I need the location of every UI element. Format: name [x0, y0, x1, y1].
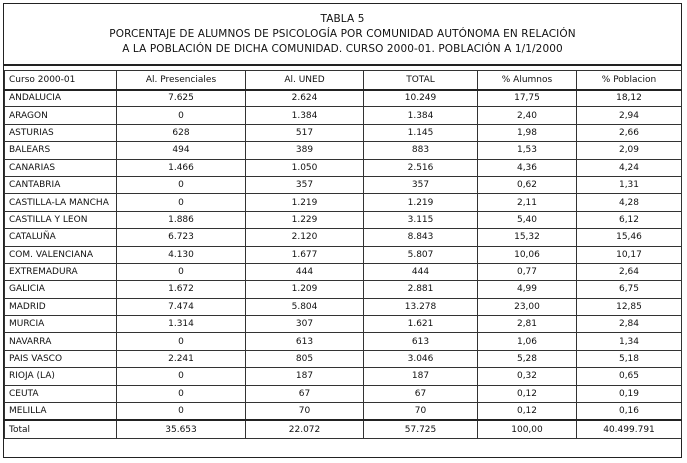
region-name-cell: MADRID — [5, 298, 117, 315]
value-cell: 517 — [246, 124, 364, 141]
column-header: % Poblacion — [577, 71, 682, 90]
table-row — [5, 263, 682, 280]
table-caption — [4, 4, 681, 66]
total-cell: 57.725 — [364, 420, 478, 439]
region-name-cell: CATALUÑA — [5, 229, 117, 246]
value-cell: 0 — [117, 194, 246, 211]
value-cell: 1.677 — [246, 246, 364, 263]
region-name-cell: PAIS VASCO — [5, 350, 117, 367]
table-row — [5, 142, 682, 159]
table-row — [5, 229, 682, 246]
caption-line-2: PORCENTAJE DE ALUMNOS DE PSICOLOGÍA POR COMUNIDAD AUTÓNOMA EN RELACIÓN — [109, 28, 576, 40]
value-cell: 494 — [117, 142, 246, 159]
value-cell: 5.807 — [364, 246, 478, 263]
column-header: % Alumnos — [478, 71, 577, 90]
value-cell: 2,40 — [478, 107, 577, 124]
value-cell: 2,84 — [577, 316, 682, 333]
region-name-cell: NAVARRA — [5, 333, 117, 350]
table-frame — [3, 3, 682, 458]
table-row — [5, 333, 682, 350]
region-name-cell: GALICIA — [5, 281, 117, 298]
value-cell: 613 — [246, 333, 364, 350]
value-cell: 187 — [364, 368, 478, 385]
value-cell: 2.241 — [117, 350, 246, 367]
value-cell: 2,09 — [577, 142, 682, 159]
value-cell: 1,98 — [478, 124, 577, 141]
caption-line-3: A LA POBLACIÓN DE DICHA COMUNIDAD. CURSO 2000-01. POBLACIÓN A 1/1/2000 — [122, 43, 563, 55]
table-row — [5, 298, 682, 315]
value-cell: 0 — [117, 107, 246, 124]
value-cell: 1.314 — [117, 316, 246, 333]
value-cell: 1.384 — [364, 107, 478, 124]
region-name-cell: ARAGON — [5, 107, 117, 124]
value-cell: 12,85 — [577, 298, 682, 315]
value-cell: 0 — [117, 368, 246, 385]
value-cell: 0,12 — [478, 403, 577, 420]
value-cell: 5,40 — [478, 211, 577, 228]
value-cell: 805 — [246, 350, 364, 367]
region-name-cell: ANDALUCIA — [5, 90, 117, 107]
table-row — [5, 281, 682, 298]
value-cell: 357 — [246, 176, 364, 193]
value-cell: 4,24 — [577, 159, 682, 176]
region-name-cell: CASTILLA-LA MANCHA — [5, 194, 117, 211]
total-row — [5, 420, 682, 439]
table-row — [5, 194, 682, 211]
value-cell: 0,65 — [577, 368, 682, 385]
table-row — [5, 403, 682, 420]
value-cell: 883 — [364, 142, 478, 159]
table-row — [5, 176, 682, 193]
column-header: Al. UNED — [246, 71, 364, 90]
value-cell: 0,16 — [577, 403, 682, 420]
value-cell: 0 — [117, 403, 246, 420]
value-cell: 389 — [246, 142, 364, 159]
value-cell: 10,06 — [478, 246, 577, 263]
value-cell: 1.050 — [246, 159, 364, 176]
value-cell: 1,53 — [478, 142, 577, 159]
value-cell: 357 — [364, 176, 478, 193]
value-cell: 0,19 — [577, 385, 682, 402]
value-cell: 444 — [246, 263, 364, 280]
column-header: Al. Presenciales — [117, 71, 246, 90]
region-name-cell: MURCIA — [5, 316, 117, 333]
total-cell: 35.653 — [117, 420, 246, 439]
region-name-cell: BALEARS — [5, 142, 117, 159]
value-cell: 0,77 — [478, 263, 577, 280]
value-cell: 2,81 — [478, 316, 577, 333]
region-name-cell: ASTURIAS — [5, 124, 117, 141]
value-cell: 1.209 — [246, 281, 364, 298]
value-cell: 2.516 — [364, 159, 478, 176]
table-row — [5, 159, 682, 176]
value-cell: 0,32 — [478, 368, 577, 385]
table-row — [5, 316, 682, 333]
value-cell: 3.115 — [364, 211, 478, 228]
data-table — [4, 70, 682, 439]
value-cell: 2,64 — [577, 263, 682, 280]
value-cell: 4.130 — [117, 246, 246, 263]
value-cell: 4,99 — [478, 281, 577, 298]
value-cell: 5,18 — [577, 350, 682, 367]
value-cell: 2,11 — [478, 194, 577, 211]
column-header: TOTAL — [364, 71, 478, 90]
value-cell: 4,36 — [478, 159, 577, 176]
table-row — [5, 385, 682, 402]
value-cell: 1.886 — [117, 211, 246, 228]
value-cell: 4,28 — [577, 194, 682, 211]
value-cell: 1.219 — [364, 194, 478, 211]
value-cell: 70 — [364, 403, 478, 420]
value-cell: 2.881 — [364, 281, 478, 298]
value-cell: 1.384 — [246, 107, 364, 124]
value-cell: 10,17 — [577, 246, 682, 263]
region-name-cell: EXTREMADURA — [5, 263, 117, 280]
value-cell: 6.723 — [117, 229, 246, 246]
value-cell: 1.621 — [364, 316, 478, 333]
value-cell: 444 — [364, 263, 478, 280]
value-cell: 1,06 — [478, 333, 577, 350]
region-name-cell: CANTABRIA — [5, 176, 117, 193]
region-name-cell: COM. VALENCIANA — [5, 246, 117, 263]
value-cell: 2,94 — [577, 107, 682, 124]
value-cell: 1.672 — [117, 281, 246, 298]
table-row — [5, 90, 682, 107]
table-row — [5, 350, 682, 367]
region-name-cell: CASTILLA Y LEON — [5, 211, 117, 228]
value-cell: 17,75 — [478, 90, 577, 107]
value-cell: 613 — [364, 333, 478, 350]
value-cell: 8.843 — [364, 229, 478, 246]
value-cell: 0 — [117, 385, 246, 402]
value-cell: 1.219 — [246, 194, 364, 211]
value-cell: 1.145 — [364, 124, 478, 141]
caption-line-1: TABLA 5 — [320, 13, 365, 25]
total-label: Total — [5, 420, 117, 439]
region-name-cell: MELILLA — [5, 403, 117, 420]
value-cell: 7.625 — [117, 90, 246, 107]
value-cell: 307 — [246, 316, 364, 333]
value-cell: 67 — [364, 385, 478, 402]
region-name-cell: RIOJA (LA) — [5, 368, 117, 385]
table-row — [5, 124, 682, 141]
table-row — [5, 107, 682, 124]
value-cell: 5,28 — [478, 350, 577, 367]
value-cell: 2.120 — [246, 229, 364, 246]
value-cell: 0,12 — [478, 385, 577, 402]
table-row — [5, 246, 682, 263]
value-cell: 2,66 — [577, 124, 682, 141]
value-cell: 0 — [117, 263, 246, 280]
value-cell: 7.474 — [117, 298, 246, 315]
value-cell: 15,46 — [577, 229, 682, 246]
header-row — [5, 71, 682, 90]
value-cell: 0 — [117, 176, 246, 193]
table-row — [5, 211, 682, 228]
value-cell: 2.624 — [246, 90, 364, 107]
value-cell: 5.804 — [246, 298, 364, 315]
table-row — [5, 368, 682, 385]
value-cell: 1,34 — [577, 333, 682, 350]
value-cell: 1.466 — [117, 159, 246, 176]
total-cell: 100,00 — [478, 420, 577, 439]
value-cell: 1.229 — [246, 211, 364, 228]
value-cell: 187 — [246, 368, 364, 385]
value-cell: 6,75 — [577, 281, 682, 298]
value-cell: 10.249 — [364, 90, 478, 107]
value-cell: 67 — [246, 385, 364, 402]
total-cell: 22.072 — [246, 420, 364, 439]
value-cell: 0,62 — [478, 176, 577, 193]
region-name-cell: CANARIAS — [5, 159, 117, 176]
value-cell: 0 — [117, 333, 246, 350]
value-cell: 15,32 — [478, 229, 577, 246]
value-cell: 70 — [246, 403, 364, 420]
value-cell: 1,31 — [577, 176, 682, 193]
value-cell: 6,12 — [577, 211, 682, 228]
region-name-cell: CEUTA — [5, 385, 117, 402]
value-cell: 18,12 — [577, 90, 682, 107]
column-header: Curso 2000-01 — [5, 71, 117, 90]
value-cell: 628 — [117, 124, 246, 141]
value-cell: 3.046 — [364, 350, 478, 367]
total-cell: 40.499.791 — [577, 420, 682, 439]
value-cell: 13.278 — [364, 298, 478, 315]
value-cell: 23,00 — [478, 298, 577, 315]
